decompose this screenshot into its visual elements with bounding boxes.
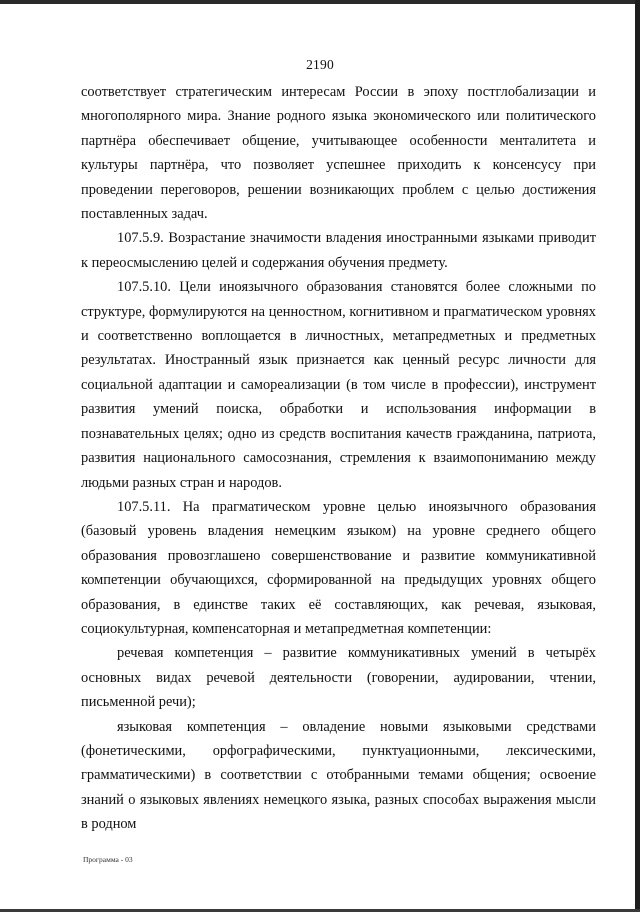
page-footer: Программа - 03 (83, 855, 133, 864)
paragraph-language-competence: языковая компетенция – овладение новыми языковыми средствами (фонетическими, орфографическими, пунктуационными, лексическими, грамматическими) в соответствии с отобранными темами общения; освоение знаний о языковых явлениях немецкого языка, разных способах выражения мысли в родном (81, 718, 596, 833)
scan-edge-right (635, 0, 640, 912)
paragraph-107-5-11: 107.5.11. На прагматическом уровне целью иноязычного образования (базовый уровень владения немецким языком) на уровне среднего общего образования провозглашено совершенствование и развитие коммуникативной компетенции обучающихся, сформированной на предыдущих уровнях общего образования, в единстве таких её составляющих, как речевая, языковая, социокультурная, компенсаторная и метапредметная компетенции: (81, 498, 596, 637)
paragraph-continuation: соответствует стратегическим интересам России в эпоху постглобализации и многополярного мира. Знание родного языка экономического или политического партнёра обеспечивает общение, учитывающее особенности менталитета и культуры партнёра, что позволяет успешнее приходить к консенсусу при проведении переговоров, решении возникающих проблем с целью достижения поставленных задач. (81, 84, 596, 223)
paragraph-speech-competence: речевая компетенция – развитие коммуникативных умений в четырёх основных видах речевой деятельности (говорении, аудировании, чтении, письменной речи); (81, 645, 596, 711)
paragraph-107-5-10: 107.5.10. Цели иноязычного образования становятся более сложными по структуре, формулируются на ценностном, когнитивном и прагматическом уровнях и соответственно воплощается в личностных, метапредметных и предметных результатах. Иностранный язык признается как ценный ресурс личности для социальной адаптации и самореализации (в том числе в профессии), инструмент развития умений поиска, обработки и использования информации в познавательных целях; одно из средств воспитания качеств гражданина, патриота, развития национального самосознания, стремления к взаимопониманию между людьми разных стран и народов. (81, 279, 596, 491)
page-number: 2190 (306, 57, 334, 72)
paragraph-107-5-9: 107.5.9. Возрастание значимости владения иностранными языками приводит к переосмыслению целей и содержания обучения предмету. (81, 230, 596, 271)
document-body (81, 80, 596, 837)
scan-edge-top (0, 0, 640, 4)
